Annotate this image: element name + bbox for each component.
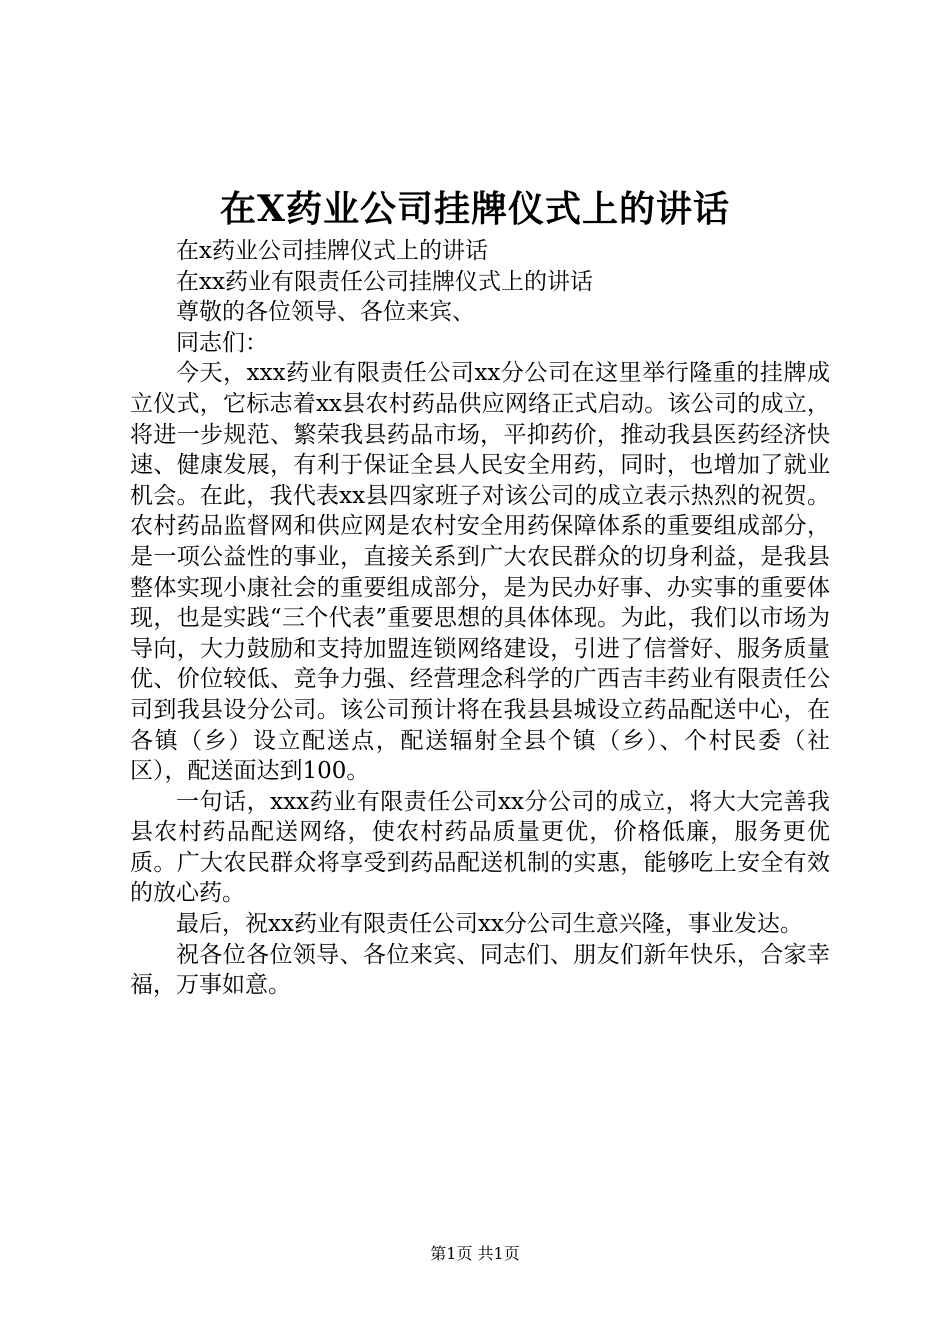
paragraph-greeting: 尊敬的各位领导、各位来宾、	[176, 299, 475, 326]
document-title: 在X药业公司挂牌仪式上的讲话	[220, 188, 730, 230]
paragraph-subtitle-1: 在x药业公司挂牌仪式上的讲话	[176, 238, 488, 264]
paragraph-summary: 一句话，xxx药业有限责任公司xx分公司的成立，将大大完善我县农村药品配送网络，使农村药品质量更优，价格低廉，服务更优质。广大农民群众将享受到药品配送机制的实惠，能够吃上安全有效的放心药。	[130, 788, 830, 907]
paragraph-salutation: 同志们：	[176, 329, 268, 356]
document-body	[130, 236, 830, 1001]
paragraph-main: 今天，xxx药业有限责任公司xx分公司在这里举行隆重的挂牌成立仪式，它标志着xx县农村药品供应网络正式启动。该公司的成立，将进一步规范、繁荣我县药品市场，平抑药价，推动我县医药经济快速、健康发展，有利于保证全县人民安全用药，同时，也增加了就业机会。在此，我代表xx县四家班子对该公司的成立表示热烈的祝贺。农村药品监督网和供应网是农村安全用药保障体系的重要组成部分，是一项公益性的事业，直接关系到广大农民群众的切身利益，是我县整体实现小康社会的重要组成部分，是为民办好事、办实事的重要体现，也是实践“三个代表”重要思想的具体体现。为此，我们以市场为导向，大力鼓励和支持加盟连锁网络建设，引进了信誉好、服务质量优、价位较低、竞争力强、经营理念科学的广西吉丰药业有限责任公司到我县设分公司。该公司预计将在我县县城设立药品配送中心，在各镇（乡）设立配送点，配送辐射全县个镇（乡）、个村民委（社区），配送面达到100。	[130, 360, 830, 785]
paragraph-wishes: 祝各位各位领导、各位来宾、同志们、朋友们新年快乐，合家幸福，万事如意。	[130, 941, 830, 999]
paragraph-subtitle-2: 在xx药业有限责任公司挂牌仪式上的讲话	[176, 268, 593, 295]
page-number-footer: 第1页 共1页	[430, 1244, 520, 1263]
paragraph-closing: 最后，祝xx药业有限责任公司xx分公司生意兴隆，事业发达。	[176, 911, 803, 938]
